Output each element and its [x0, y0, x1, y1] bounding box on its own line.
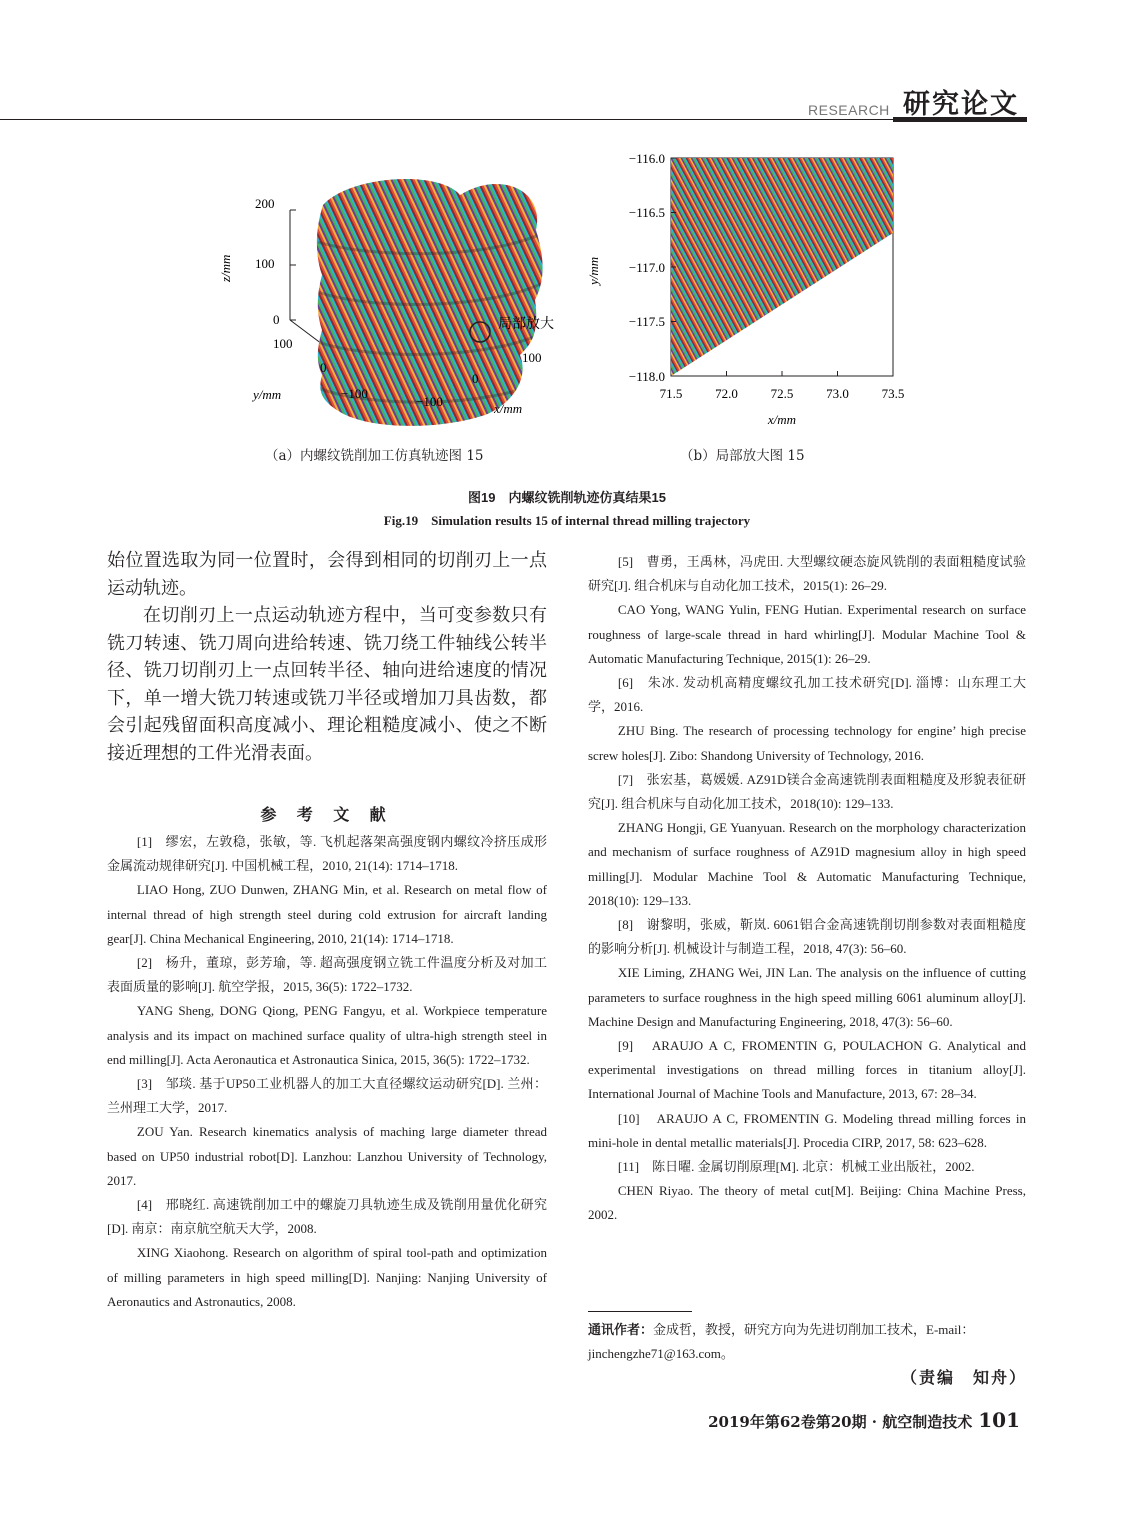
x-tick-label: 73.5 [881, 386, 905, 401]
correspondence-text: 金成哲，教授，研究方向为先进切削加工技术，E-mail：jinchengzhe71@163.com。 [588, 1322, 975, 1361]
reference-entry: [11] 陈日曜. 金属切削原理[M]. 北京：机械工业出版社，2002. [617, 1159, 975, 1175]
y-tick-label: −116.5 [628, 205, 665, 220]
z-axis-label: z/mm [218, 254, 233, 282]
y-tick-label: −116.0 [628, 151, 665, 166]
reference-entry: [2] 杨升，董琼，彭芳瑜，等. 超高强度钢立铣工件温度分析及对加工表面质量的影响[J]. 航空学报，2015, 36(5): 1722–1732. [107, 955, 547, 995]
reference-entry: CHEN Riyao. The theory of metal cut[M]. Beijing: China Machine Press, 2002. [588, 1183, 1026, 1223]
x-axis-label: x/mm [494, 401, 523, 416]
reference-entry: LIAO Hong, ZUO Dunwen, ZHANG Min, et al. Research on metal flow of internal thread of high strength steel during cold extrusion for aircraft landing gear[J]. China Mechanical Engineering, 2010, 21(14): 1714–1718. [107, 882, 547, 946]
x-tick-label: 71.5 [659, 386, 683, 401]
figure-caption-zh: 图19 内螺纹铣削轨迹仿真结果15 [468, 490, 666, 505]
reference-entry: YANG Sheng, DONG Qiong, PENG Fangyu, et al. Workpiece temperature analysis and its impact on machined surface quality of ultra-high strength steel in end milling[J]. Acta Aeronautica et Astronautica Sinica, 2015, 36(5): 1722–1732. [107, 1003, 547, 1067]
reference-entry: CAO Yong, WANG Yulin, FENG Hutian. Experimental research on surface roughness of large-scale thread in hard whirling[J]. Modular Machine Tool & Automatic Manufacturing Technique, 2015(1): 26–29. [588, 602, 1026, 666]
references-left-column [107, 830, 547, 1314]
reference-entry: ZHU Bing. The research of processing technology for engine’ high precise screw holes[J]. Zibo: Shandong University of Technology, 2016. [588, 723, 1026, 763]
subcaption-a: （a）内螺纹铣削加工仿真轨迹图 15 [265, 448, 484, 464]
x-tick-label: 73.0 [826, 386, 849, 401]
reference-entry: [10] ARAUJO A C, FROMENTIN G. Modeling thread milling forces in mini-hole in dental metallic materials[J]. Procedia CIRP, 2017, 58: 623–628. [588, 1110, 1026, 1150]
y-tick-label: −117.0 [628, 260, 665, 275]
correspondence-note [588, 1318, 1028, 1366]
y-tick-label: −118.0 [628, 369, 665, 384]
journal-info: 2019年第62卷第20期 · 航空制造技术 [708, 1413, 973, 1431]
z-tick-label: 0 [273, 312, 280, 327]
figure-a-3d-plot [200, 150, 580, 440]
y-tick-label: 100 [273, 336, 293, 351]
paragraph: 始位置选取为同一位置时，会得到相同的切削刃上一点运动轨迹。 [107, 550, 547, 599]
reference-entry: ZOU Yan. Research kinematics analysis of maching large diameter thread based on UP50 industrial robot[D]. Lanzhou: Lanzhou University of Technology, 2017. [107, 1124, 547, 1188]
z-tick-label: 100 [255, 256, 275, 271]
x-tick-label: −100 [416, 394, 443, 409]
y-tick-label: −117.5 [628, 314, 665, 329]
reference-entry: [7] 张宏基，葛媛媛. AZ91D镁合金高速铣削表面粗糙度及形貌表征研究[J]. 组合机床与自动化加工技术，2018(10): 129–133. [588, 771, 1026, 812]
paragraph: 在切削刃上一点运动轨迹方程中，当可变参数只有铣刀转速、铣刀周向进给转速、铣刀绕工件轴线公转半径、铣刀切削刃上一点回转半径、轴向进给速度的情况下，单一增大铣刀转速或铣刀半径或增加刀具齿数，都会引起残留面积高度减小、理论粗糙度减小、使之不断接近理想的工件光滑表面。 [107, 605, 547, 764]
x-tick-label: 72.5 [770, 386, 794, 401]
y-axis-label: y/mm [253, 387, 282, 402]
reference-entry: ZHANG Hongji, GE Yuanyuan. Research on the morphology characterization and mechanism of surface roughness of AZ91D magnesium alloy in high speed milling[J]. Modular Machine Tool & Automatic Manufacturing Technique, 2018(10): 129–133. [588, 820, 1026, 908]
reference-entry: [6] 朱冰. 发动机高精度螺纹孔加工技术研究[D]. 淄博：山东理工大学，2016. [588, 675, 1026, 715]
reference-entry: [5] 曹勇，王禹林，冯虎田. 大型螺纹硬态旋风铣削的表面粗糙度试验研究[J]. 组合机床与自动化加工技术，2015(1): 26–29. [588, 554, 1026, 594]
body-text [107, 547, 547, 767]
footnote-rule [588, 1311, 692, 1312]
section-label-en: RESEARCH [808, 102, 890, 118]
x-tick-label: 72.0 [715, 386, 738, 401]
reference-entry: XING Xiaohong. Research on algorithm of spiral tool-path and optimization of milling parameters in high speed milling[D]. Nanjing: Nanjing University of Aeronautics and Astronautics, 2008. [107, 1245, 547, 1309]
x-tick-label: 100 [522, 350, 542, 365]
references-heading: 参 考 文 献 [260, 807, 394, 824]
section-label-zh: 研究论文 [903, 89, 1019, 120]
subcaption-b: （b）局部放大图 15 [680, 448, 805, 464]
zoom-annotation-label: 局部放大 [498, 317, 554, 332]
x-tick-label: 0 [472, 371, 479, 386]
reference-entry: [8] 谢黎明，张威，靳岚. 6061铝合金高速铣削切削参数对表面粗糙度的影响分析[J]. 机械设计与制造工程，2018, 47(3): 56–60. [588, 917, 1026, 957]
page-footer [700, 1408, 1020, 1432]
reference-entry: XIE Liming, ZHANG Wei, JIN Lan. The analysis on the influence of cutting parameters to surface roughness in the high speed milling 6061 aluminum alloy[J]. Machine Design and Manufacturing Engineering, 2018, 47(3): 56–60. [588, 965, 1026, 1029]
reference-entry: [3] 邹琰. 基于UP50工业机器人的加工大直径螺纹运动研究[D]. 兰州：兰州理工大学，2017. [107, 1076, 547, 1116]
reference-entry: [9] ARAUJO A C, FROMENTIN G, POULACHON G. Analytical and experimental investigations on thread milling forces in titanium alloy[J]. International Journal of Machine Tools and Manufacture, 2013, 67: 28–34. [588, 1038, 1026, 1102]
x-axis-label: x/mm [767, 412, 797, 427]
reference-entry: [1] 缪宏，左敦稳，张敏，等. 飞机起落架高强度钢内螺纹冷挤压成形金属流动规律研究[J]. 中国机械工程，2010, 21(14): 1714–1718. [107, 834, 547, 874]
figure-b-zoom-plot [580, 148, 920, 433]
z-tick-label: 200 [255, 196, 275, 211]
header-rule [0, 119, 1027, 120]
y-tick-label: −100 [341, 386, 368, 401]
figure-caption-en: Fig.19 Simulation results 15 of internal thread milling trajectory [383, 513, 751, 528]
y-axis-label: y/mm [586, 256, 601, 285]
y-tick-label: 0 [320, 360, 327, 375]
editor-credit: （责编 知舟） [900, 1368, 1027, 1387]
correspondence-label: 通讯作者： [588, 1322, 654, 1337]
page-number: 101 [978, 1408, 1020, 1432]
references-right-column [588, 550, 1026, 1228]
reference-entry: [4] 邢晓红. 高速铣削加工中的螺旋刀具轨迹生成及铣削用量优化研究[D]. 南京：南京航空航天大学，2008. [107, 1197, 547, 1237]
